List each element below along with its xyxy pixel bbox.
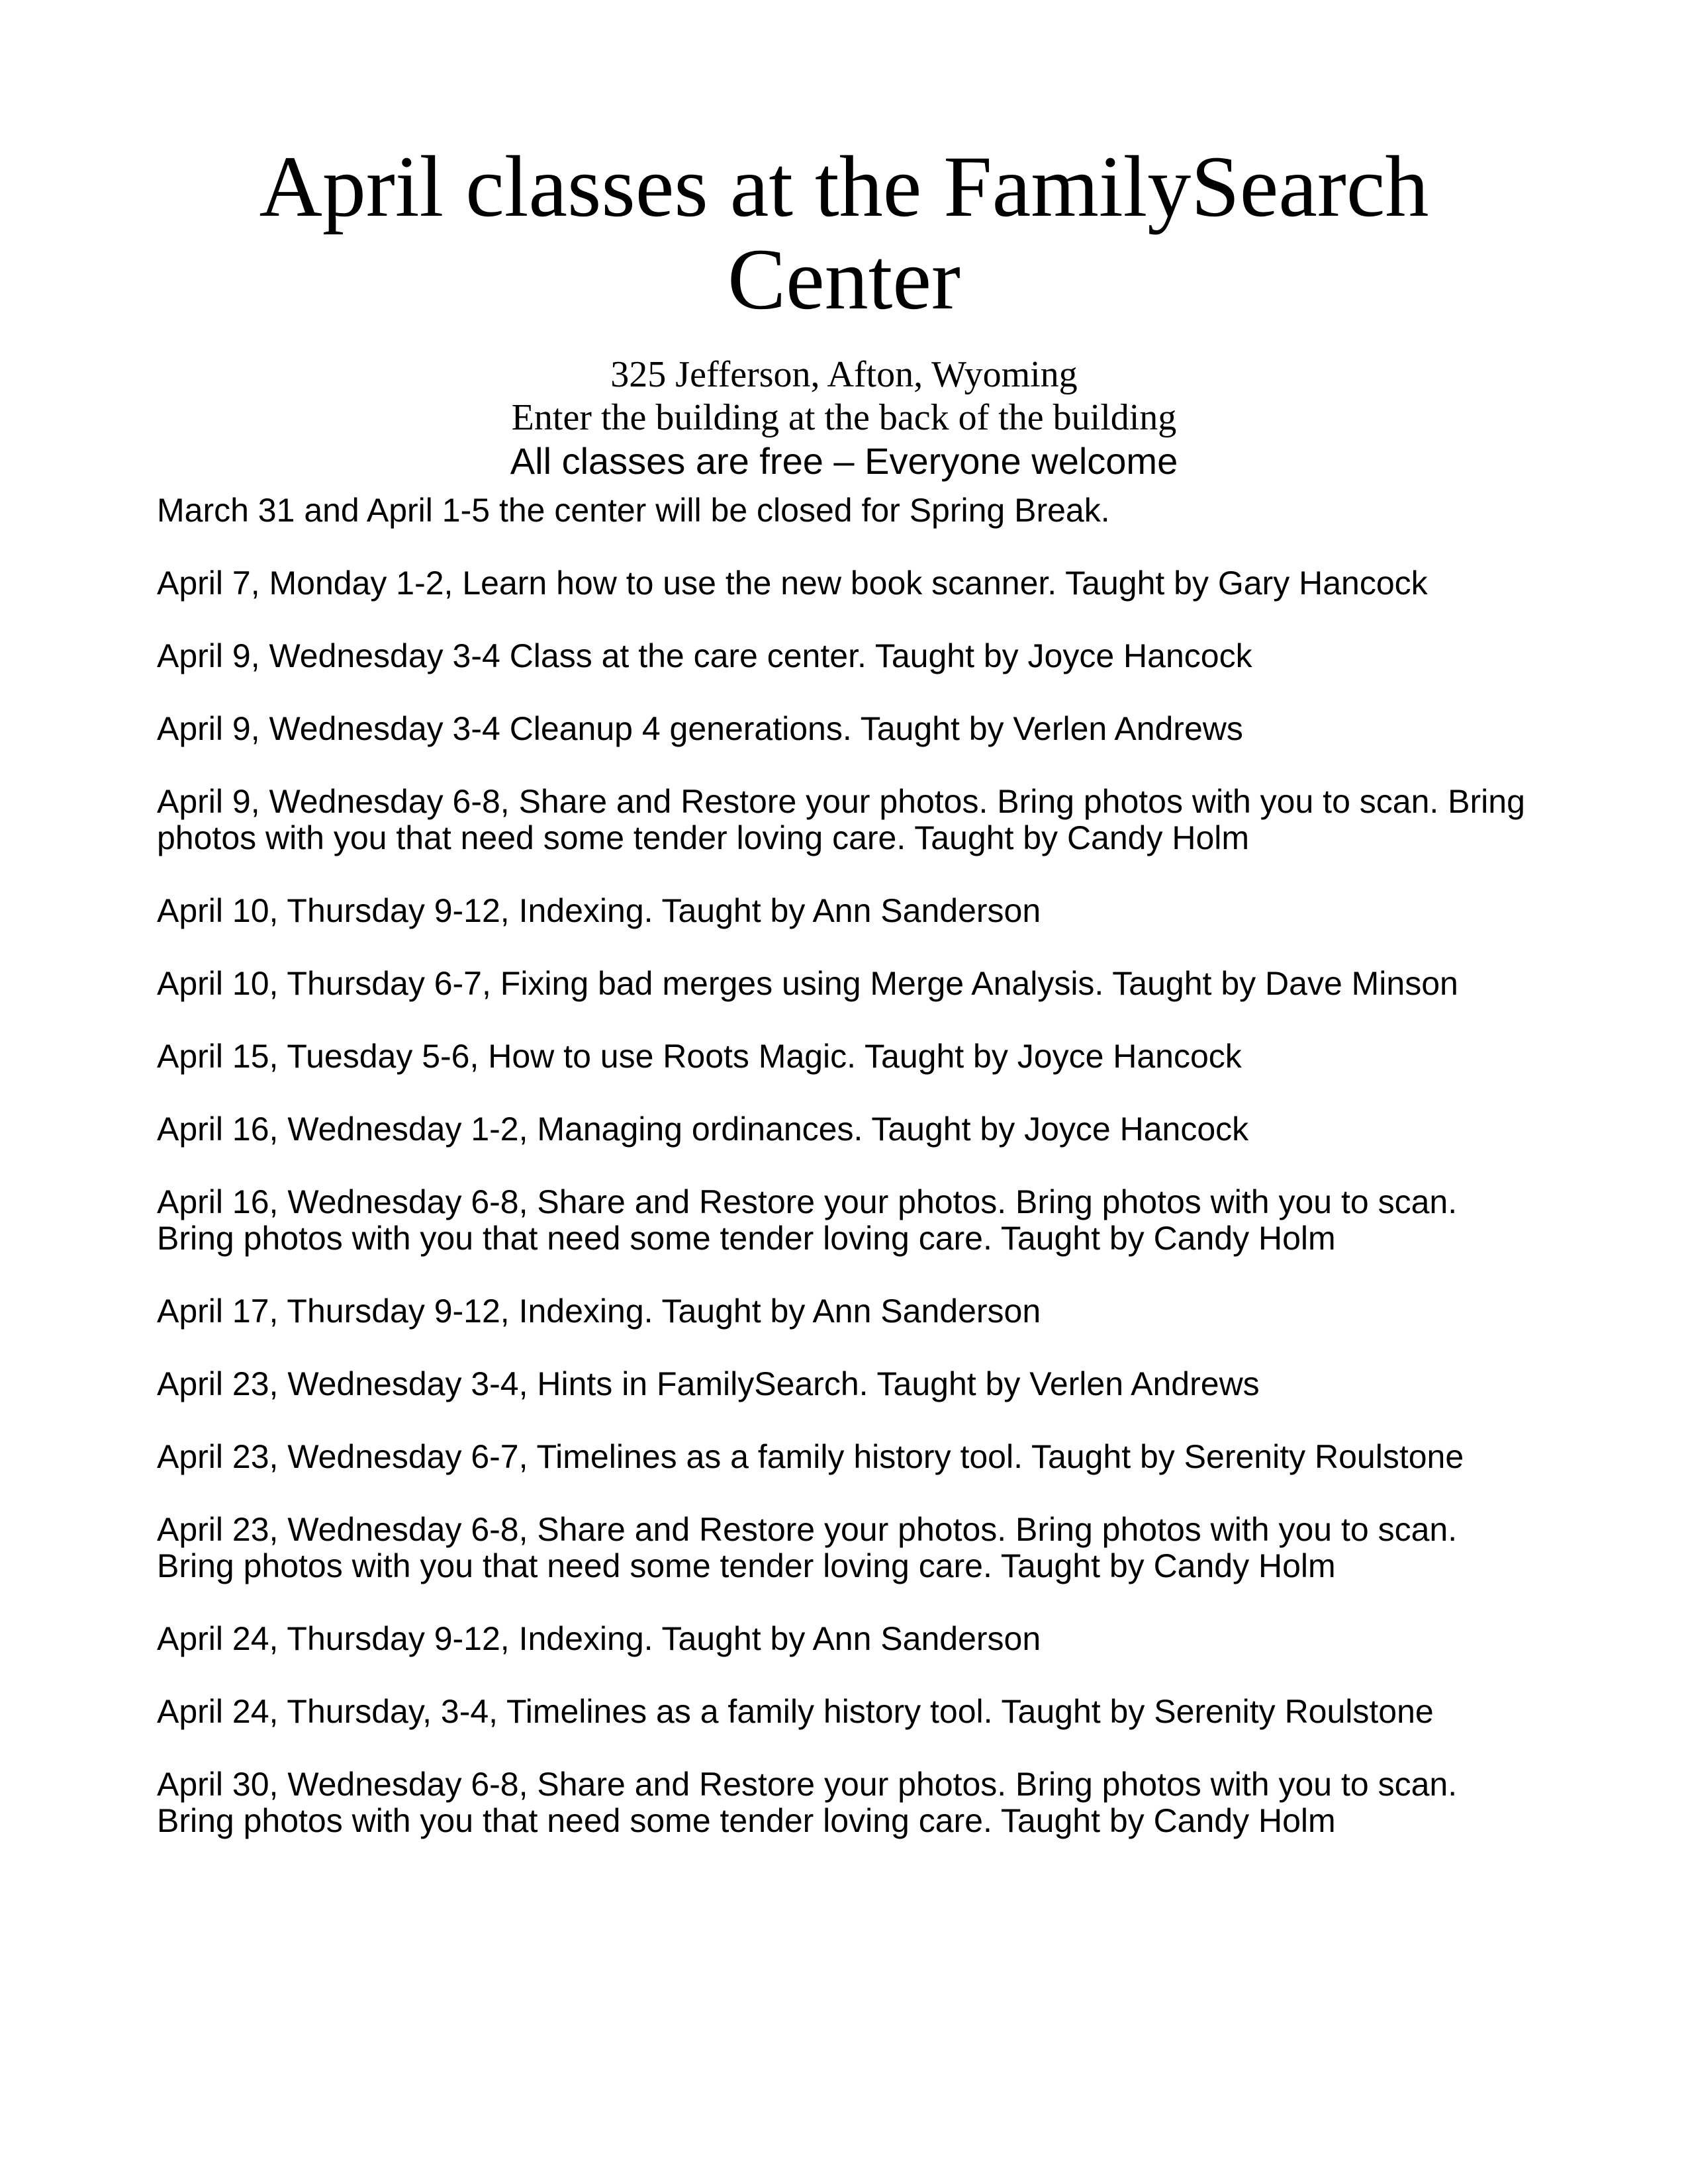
class-entry: April 9, Wednesday 6-8, Share and Restore your photos. Bring photos with you to scan. Bring photos with you that need some tender loving care. Taught by Candy Holm xyxy=(157,783,1525,856)
class-entry: April 10, Thursday 6-7, Fixing bad merges using Merge Analysis. Taught by Dave Minson xyxy=(157,965,1458,1002)
class-entry: April 23, Wednesday 6-8, Share and Restore your photos. Bring photos with you to scan. Bring photos with you that need some tender loving care. Taught by Candy Holm xyxy=(157,1511,1458,1584)
closure-notice: March 31 and April 1-5 the center will be closed for Spring Break. xyxy=(157,492,1110,529)
class-entry: April 17, Thursday 9-12, Indexing. Taught by Ann Sanderson xyxy=(157,1293,1041,1330)
class-entry: April 15, Tuesday 5-6, How to use Roots Magic. Taught by Joyce Hancock xyxy=(157,1038,1242,1075)
page-title-line-2: Center xyxy=(727,230,961,328)
class-entry: April 9, Wednesday 3-4 Cleanup 4 generations. Taught by Verlen Andrews xyxy=(157,710,1243,747)
class-entry: April 24, Thursday 9-12, Indexing. Taught by Ann Sanderson xyxy=(157,1620,1041,1657)
class-entry: April 23, Wednesday 6-7, Timelines as a family history tool. Taught by Serenity Roulstone xyxy=(157,1438,1464,1475)
class-entry: April 7, Monday 1-2, Learn how to use the new book scanner. Taught by Gary Hancock xyxy=(157,565,1428,602)
class-entry: April 10, Thursday 9-12, Indexing. Taught by Ann Sanderson xyxy=(157,892,1041,929)
welcome-line: All classes are free – Everyone welcome xyxy=(510,440,1178,482)
class-entry: April 23, Wednesday 3-4, Hints in FamilySearch. Taught by Verlen Andrews xyxy=(157,1365,1260,1402)
subtitle-block xyxy=(0,353,1688,483)
class-entry: April 24, Thursday, 3-4, Timelines as a family history tool. Taught by Serenity Roulstone xyxy=(157,1693,1434,1730)
page-title-line-1: April classes at the FamilySearch xyxy=(259,138,1429,235)
address-line: 325 Jefferson, Afton, Wyoming xyxy=(610,354,1078,395)
class-entry: April 9, Wednesday 3-4 Class at the care center. Taught by Joyce Hancock xyxy=(157,637,1252,674)
class-entry: April 16, Wednesday 6-8, Share and Restore your photos. Bring photos with you to scan. Bring photos with you that need some tender loving care. Taught by Candy Holm xyxy=(157,1183,1458,1257)
page-title xyxy=(0,140,1688,326)
class-entry: April 16, Wednesday 1-2, Managing ordinances. Taught by Joyce Hancock xyxy=(157,1111,1249,1148)
entrance-line: Enter the building at the back of the building xyxy=(511,397,1177,438)
class-schedule xyxy=(0,492,1688,1839)
class-entry: April 30, Wednesday 6-8, Share and Restore your photos. Bring photos with you to scan. Bring photos with you that need some tender loving care. Taught by Candy Holm xyxy=(157,1766,1458,1839)
